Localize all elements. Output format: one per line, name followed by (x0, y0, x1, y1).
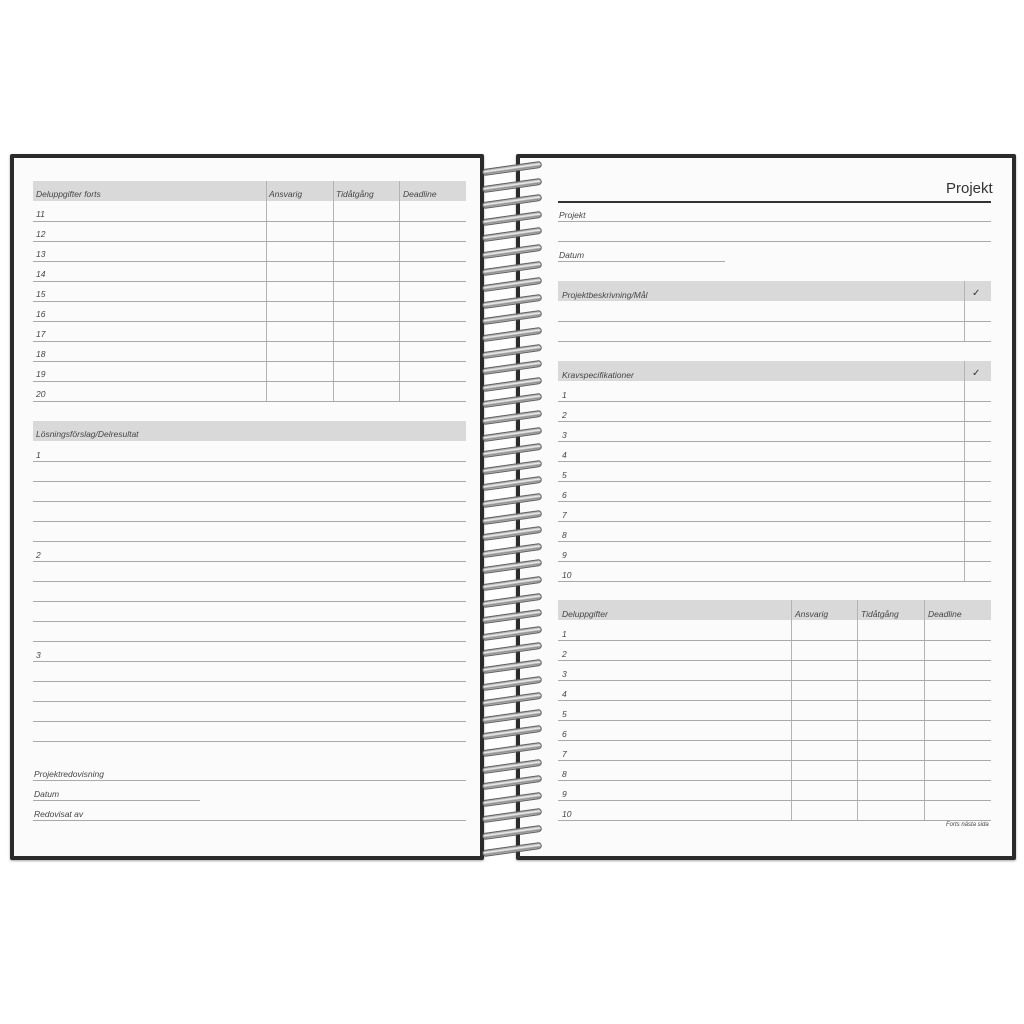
description-line (558, 341, 991, 342)
solution-label-2: 2 (36, 550, 41, 560)
right-tasks-header-responsible: Ansvarig (795, 609, 829, 619)
table-row-number: 10 (562, 809, 572, 819)
table-row-line (558, 820, 991, 821)
writing-line (33, 501, 466, 502)
column-divider (399, 181, 400, 401)
presented-by-label: Redovisat av (34, 809, 84, 819)
requirement-row-number: 2 (562, 410, 567, 420)
table-row-number: 8 (562, 769, 567, 779)
right-tasks-header-deadline: Deadline (928, 609, 962, 619)
requirement-row-number: 8 (562, 530, 567, 540)
requirement-row-line (558, 521, 991, 522)
table-row-number: 20 (36, 389, 46, 399)
requirement-row-line (558, 581, 991, 582)
column-divider (857, 600, 858, 820)
table-row-line (33, 241, 466, 242)
project-line (558, 221, 991, 222)
right-tasks-header (558, 600, 991, 620)
table-row-number: 14 (36, 269, 46, 279)
table-row-number: 13 (36, 249, 46, 259)
requirement-row-line (558, 501, 991, 502)
table-row-line (558, 740, 991, 741)
table-row-number: 3 (562, 669, 567, 679)
footer-date-label: Datum (34, 789, 60, 799)
column-divider (333, 181, 334, 401)
requirement-row-line (558, 461, 991, 462)
table-row-number: 1 (562, 629, 567, 639)
solutions-header-label: Lösningsförslag/Delresultat (36, 429, 139, 439)
check-column-divider (964, 281, 965, 341)
table-row-number: 7 (562, 749, 567, 759)
column-divider (791, 600, 792, 820)
requirement-row-line (558, 561, 991, 562)
table-row-number: 19 (36, 369, 46, 379)
footer-date-line (33, 800, 200, 801)
table-row-number: 17 (36, 329, 46, 339)
column-divider (266, 181, 267, 401)
page-title: Projekt (946, 180, 993, 197)
requirement-row-number: 1 (562, 390, 567, 400)
right-page (520, 158, 1012, 856)
check-column-divider (964, 361, 965, 581)
writing-line (33, 681, 466, 682)
presented-by-line (33, 820, 466, 821)
requirement-row-line (558, 401, 991, 402)
requirements-check-icon: ✓ (972, 368, 981, 379)
table-row-line (558, 680, 991, 681)
table-row-number: 18 (36, 349, 46, 359)
writing-line (33, 521, 466, 522)
solution-label-3: 3 (36, 650, 41, 660)
requirements-header-label: Kravspecifikationer (562, 370, 634, 380)
requirement-row-line (558, 421, 991, 422)
table-row-number: 9 (562, 789, 567, 799)
requirement-row-number: 6 (562, 490, 567, 500)
table-row-line (558, 640, 991, 641)
requirement-row-line (558, 441, 991, 442)
table-row-line (33, 301, 466, 302)
table-row-line (558, 780, 991, 781)
table-row-line (33, 401, 466, 402)
table-row-number: 16 (36, 309, 46, 319)
requirement-row-number: 7 (562, 510, 567, 520)
writing-line (33, 661, 466, 662)
requirement-row-number: 3 (562, 430, 567, 440)
left-tasks-header-time: Tidåtgång (336, 189, 374, 199)
table-row-number: 4 (562, 689, 567, 699)
table-row-line (558, 800, 991, 801)
left-page (14, 158, 480, 856)
project-label: Projekt (559, 210, 586, 220)
requirement-row-line (558, 541, 991, 542)
table-row-line (33, 261, 466, 262)
table-row-number: 5 (562, 709, 567, 719)
right-tasks-header-task: Deluppgifter (562, 609, 608, 619)
left-tasks-header-responsible: Ansvarig (269, 189, 303, 199)
continue-note: Forts nästa sida (946, 822, 989, 828)
presentation-line (33, 780, 466, 781)
description-header-label: Projektbeskrivning/Mål (562, 290, 648, 300)
description-line (558, 321, 991, 322)
writing-line (33, 541, 466, 542)
right-tasks-header-time: Tidåtgång (861, 609, 899, 619)
table-row-line (33, 361, 466, 362)
presentation-label: Projektredovisning (34, 769, 104, 779)
table-row-number: 12 (36, 229, 46, 239)
requirement-row-number: 9 (562, 550, 567, 560)
table-row-number: 11 (36, 209, 45, 219)
date-line (558, 261, 725, 262)
column-divider (924, 600, 925, 820)
writing-line (33, 581, 466, 582)
writing-line (33, 701, 466, 702)
solution-label-1: 1 (36, 450, 41, 460)
table-row-number: 6 (562, 729, 567, 739)
description-check-icon: ✓ (972, 288, 981, 299)
table-row-line (33, 381, 466, 382)
project-line-2 (558, 241, 991, 242)
table-row-line (33, 281, 466, 282)
writing-line (33, 561, 466, 562)
table-row-line (33, 321, 466, 322)
left-tasks-header-task: Deluppgifter forts (36, 189, 101, 199)
writing-line (33, 461, 466, 462)
table-row-line (558, 700, 991, 701)
writing-line (33, 621, 466, 622)
writing-line (33, 741, 466, 742)
writing-line (33, 721, 466, 722)
date-label: Datum (559, 250, 585, 260)
requirement-row-number: 5 (562, 470, 567, 480)
writing-line (33, 641, 466, 642)
table-row-number: 15 (36, 289, 46, 299)
table-row-number: 2 (562, 649, 567, 659)
left-tasks-header-deadline: Deadline (403, 189, 437, 199)
table-row-line (33, 221, 466, 222)
table-row-line (558, 720, 991, 721)
table-row-line (558, 760, 991, 761)
requirement-row-line (558, 481, 991, 482)
writing-line (33, 481, 466, 482)
requirement-row-number: 4 (562, 450, 567, 460)
title-rule (558, 201, 991, 203)
writing-line (33, 601, 466, 602)
table-row-line (558, 660, 991, 661)
table-row-line (33, 341, 466, 342)
requirement-row-number: 10 (562, 570, 572, 580)
